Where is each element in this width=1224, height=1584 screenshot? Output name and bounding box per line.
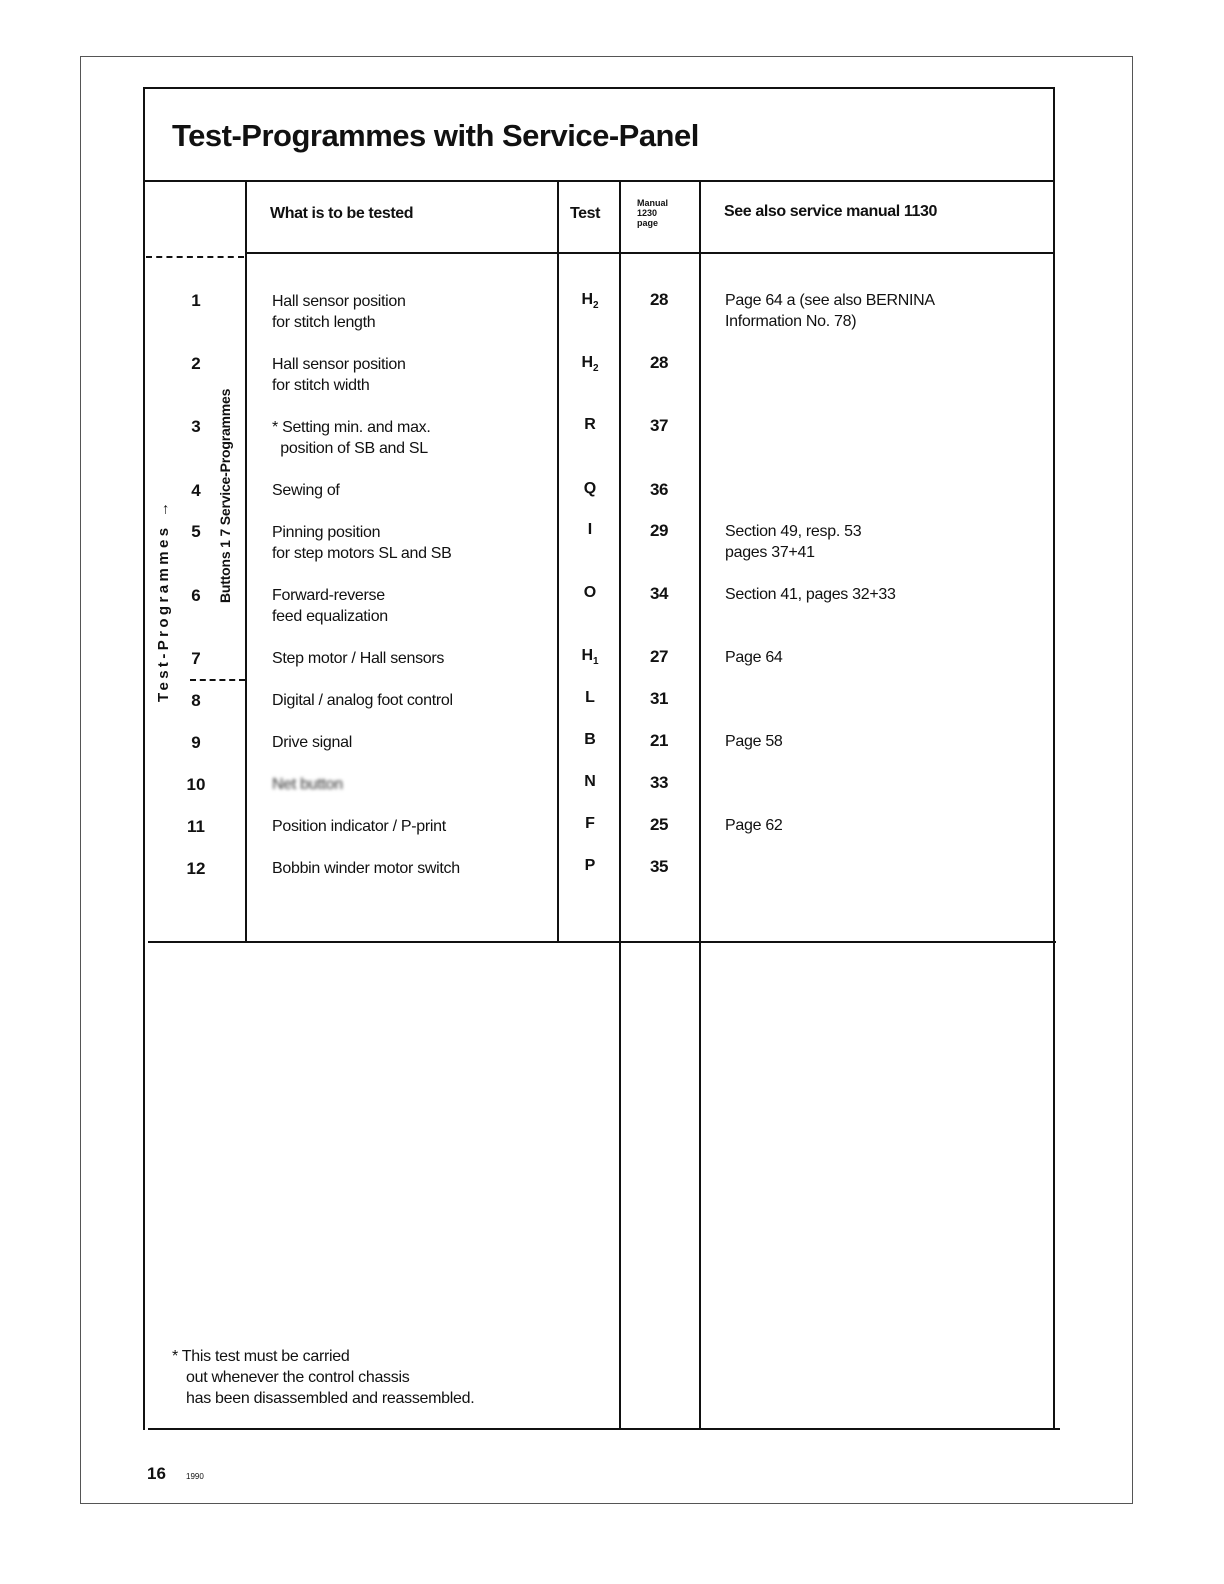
dashed-header-divider — [146, 256, 244, 258]
header-see-also: See also service manual 1130 — [724, 203, 937, 220]
header-test: Test — [570, 205, 601, 222]
table-left-border — [143, 87, 145, 1430]
col-line-what — [557, 180, 559, 942]
dashed-service-divider — [190, 679, 245, 681]
page-year: 1990 — [186, 1472, 204, 1481]
footnote: * This test must be carried out whenever the control chassis has been disassembled and reassembled. — [172, 1348, 475, 1407]
table-bottom-border — [148, 1428, 1060, 1430]
title-divider — [145, 180, 1053, 182]
table-right-border — [1053, 87, 1055, 1430]
test-programmes-label: Test-Programmes → — [155, 498, 172, 702]
header-manual: Manual 1230 page — [637, 198, 669, 228]
header-what: What is to be tested — [270, 205, 414, 222]
page-title: Test-Programmes with Service-Panel — [172, 118, 699, 153]
col-line-number — [245, 180, 247, 942]
col-line-test — [619, 180, 621, 1430]
table-top-border — [143, 87, 1054, 89]
body-divider — [148, 941, 1056, 943]
col-line-manual — [699, 180, 701, 1430]
page-number: 16 — [147, 1464, 166, 1483]
header-divider — [245, 252, 1053, 254]
service-programmes-label: Buttons 1 7 Service-Programmes — [217, 388, 233, 603]
